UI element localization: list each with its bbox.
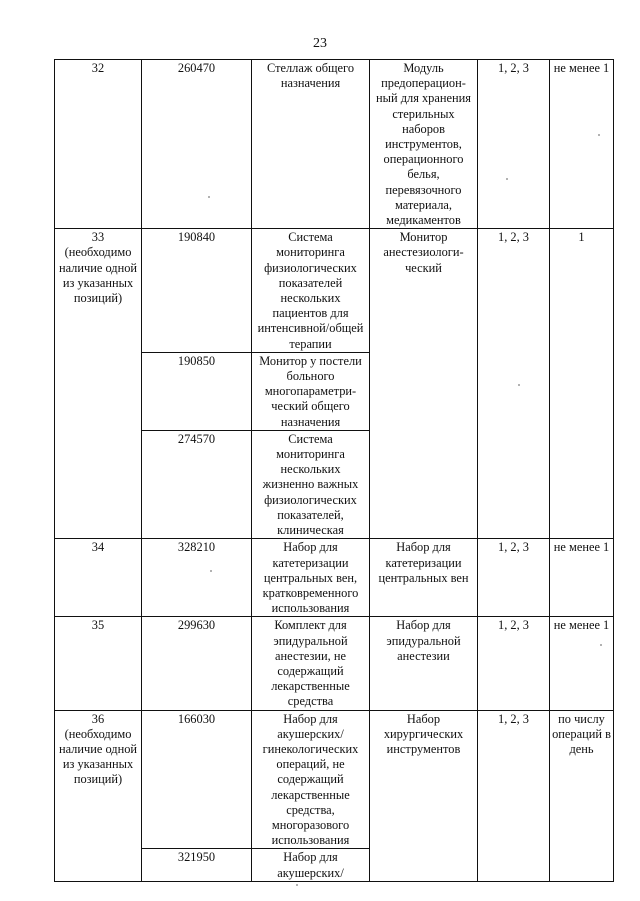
cell-name: Набор для акушерских/ гинекологических операций, не содержащий лекарственные средства, многоразового использования	[252, 710, 370, 849]
cell-equipment: Набор для эпидуральной анестезии	[370, 617, 478, 710]
cell-equipment: Модуль предоперацион-ный для хранения стерильных наборов инструментов, операционного белья, перевязочного материала, медикаментов	[370, 60, 478, 229]
cell-number: 32	[55, 60, 142, 229]
cell-quantity: не менее 1	[550, 60, 614, 229]
cell-number: 36 (необходимо наличие одной из указанных позиций)	[55, 710, 142, 881]
cell-number: 33 (необходимо наличие одной из указанных позиций)	[55, 229, 142, 539]
cell-equipment: Монитор анестезиологи-ческий	[370, 229, 478, 539]
cell-quantity: по числу операций в день	[550, 710, 614, 881]
scan-speck	[208, 196, 210, 198]
cell-sections: 1, 2, 3	[478, 617, 550, 710]
scan-speck	[600, 644, 602, 646]
cell-equipment: Набор для катетеризации центральных вен	[370, 539, 478, 617]
scan-speck	[296, 884, 298, 886]
table-row	[55, 710, 614, 849]
cell-code: 321950	[142, 849, 252, 881]
cell-quantity: 1	[550, 229, 614, 539]
table-row	[55, 60, 614, 229]
cell-sections: 1, 2, 3	[478, 539, 550, 617]
cell-number: 35	[55, 617, 142, 710]
equipment-table	[54, 59, 614, 882]
cell-code: 190840	[142, 229, 252, 353]
scan-speck	[518, 384, 520, 386]
cell-sections: 1, 2, 3	[478, 710, 550, 881]
table-row	[55, 539, 614, 617]
cell-code: 274570	[142, 430, 252, 538]
cell-code: 260470	[142, 60, 252, 229]
cell-name: Набор для акушерских/	[252, 849, 370, 881]
cell-name: Стеллаж общего назначения	[252, 60, 370, 229]
cell-code: 190850	[142, 352, 252, 430]
table-row	[55, 617, 614, 710]
cell-quantity: не менее 1	[550, 539, 614, 617]
page-number: 23	[313, 36, 327, 51]
cell-name: Система мониторинга физиологических показателей нескольких пациентов для интенсивной/общей терапии	[252, 229, 370, 353]
cell-number: 34	[55, 539, 142, 617]
cell-sections: 1, 2, 3	[478, 60, 550, 229]
cell-sections: 1, 2, 3	[478, 229, 550, 539]
cell-code: 166030	[142, 710, 252, 849]
scan-speck	[210, 570, 212, 572]
cell-code: 328210	[142, 539, 252, 617]
cell-name: Система мониторинга нескольких жизненно важных физиологических показателей, клиническая	[252, 430, 370, 538]
scan-speck	[506, 178, 508, 180]
cell-equipment: Набор хирургических инструментов	[370, 710, 478, 881]
cell-name: Набор для катетеризации центральных вен, кратковременного использования	[252, 539, 370, 617]
cell-code: 299630	[142, 617, 252, 710]
cell-name: Комплект для эпидуральной анестезии, не содержащий лекарственные средства	[252, 617, 370, 710]
cell-quantity: не менее 1	[550, 617, 614, 710]
scan-speck	[598, 134, 600, 136]
cell-name: Монитор у постели больного многопараметри-ческий общего назначения	[252, 352, 370, 430]
table-row	[55, 229, 614, 353]
